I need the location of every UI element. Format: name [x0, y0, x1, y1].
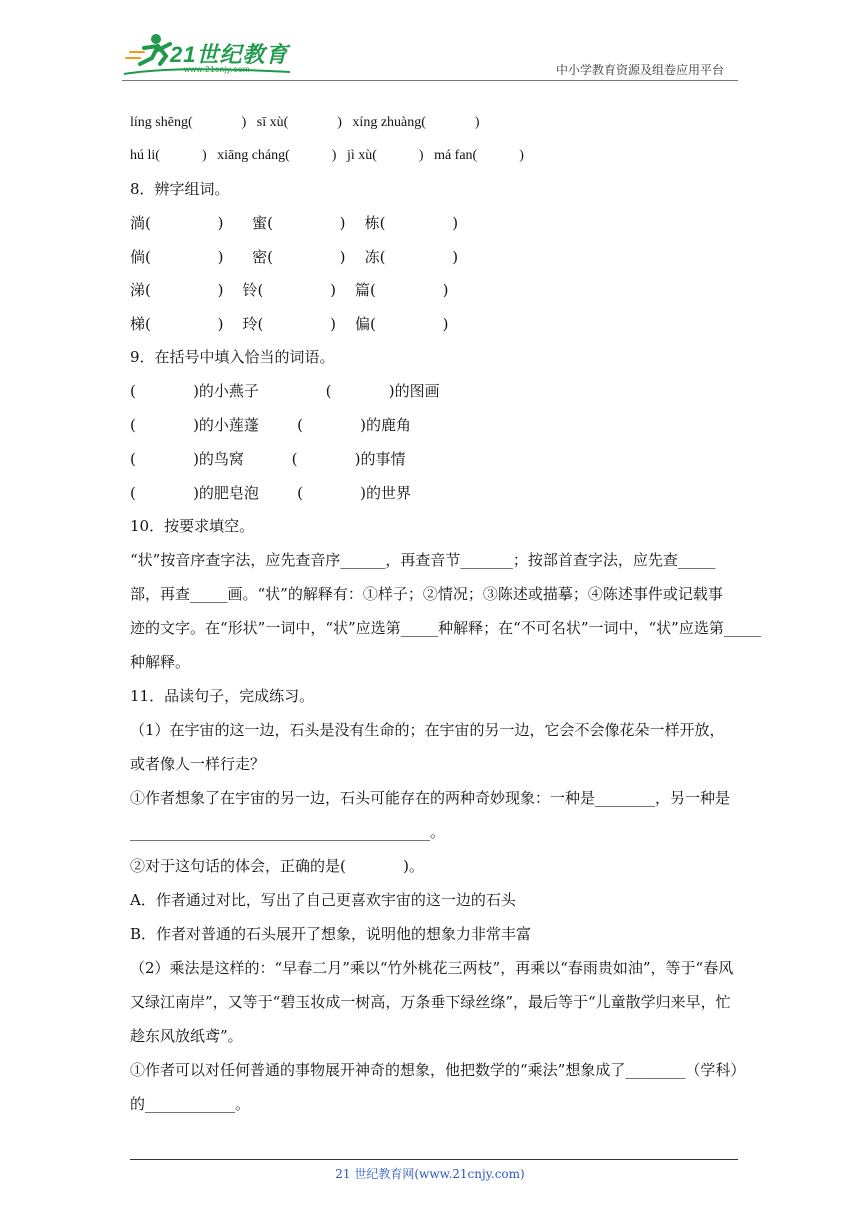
pinyin-line: hú li( ) xiāng cháng( ) jì xù( ) má fan( ) — [130, 148, 524, 163]
paragraph-line: ②对于这句话的体会，正确的是( )。 — [130, 857, 424, 875]
paragraph-line: “状”按音序查字法，应先查音序______，再查音节_______；按部首查字法，应先查_____ — [130, 551, 716, 569]
fill-line: ( )的肥皂泡 ( )的世界 — [130, 484, 411, 502]
logo-text: 21世纪教育 — [170, 42, 289, 67]
paragraph-line: ①作者想象了在宇宙的另一边，石头可能存在的两种奇妙现象：一种是________，另一种是 — [130, 789, 731, 807]
fill-line: ( )的小莲蓬 ( )的鹿角 — [130, 416, 411, 434]
question-heading: 9．在括号中填入恰当的词语。 — [130, 348, 335, 366]
paragraph-line: （1）在宇宙的这一边，石头是没有生命的；在宇宙的另一边，它会不会像花朵一样开放， — [130, 721, 725, 739]
word-line: 梯( ) 玲( ) 偏( ) — [130, 315, 449, 333]
word-line: 倘( ) 密( ) 冻( ) — [130, 248, 459, 266]
page-header — [0, 0, 860, 80]
paragraph-line: 种解释。 — [130, 653, 191, 671]
option-line: A．作者通过对比，写出了自己更喜欢宇宙的这一边的石头 — [130, 891, 516, 909]
paragraph-line: ________________________________________。 — [130, 823, 446, 841]
header-divider — [122, 80, 738, 81]
paragraph-line: 又绿江南岸”，又等于“碧玉妆成一树高，万条垂下绿丝绦”，最后等于“儿童散学归来早，忙 — [130, 993, 731, 1011]
paragraph-line: 迹的文字。在“形状”一词中，“状”应选第_____种解释；在“不可名状”一词中，“状”应选第_____ — [130, 619, 762, 637]
word-line: 淌( ) 蜜( ) 栋( ) — [130, 214, 459, 232]
footer-link[interactable]: 21 世纪教育网(www.21cnjy.com) — [335, 1167, 525, 1181]
platform-title: 中小学教育资源及组卷应用平台 — [555, 63, 724, 77]
pinyin-line: líng shēng( ) sī xù( ) xíng zhuàng( ) — [130, 115, 480, 130]
question-heading: 11．品读句子，完成练习。 — [130, 687, 315, 705]
paragraph-line: 的____________。 — [130, 1095, 251, 1113]
paragraph-line: ①作者可以对任何普通的事物展开神奇的想象，他把数学的“乘法”想象成了________（学科） — [130, 1061, 746, 1079]
paragraph-line: 或者像人一样行走？ — [130, 755, 266, 773]
footer-divider — [130, 1159, 738, 1160]
paragraph-line: 趁东风放纸鸢”。 — [130, 1027, 243, 1045]
word-line: 涕( ) 铃( ) 篇( ) — [130, 281, 449, 299]
question-heading: 10．按要求填空。 — [130, 517, 255, 535]
fill-line: ( )的小燕子 ( )的图画 — [130, 382, 440, 400]
option-line: B．作者对普通的石头展开了想象，说明他的想象力非常丰富 — [130, 925, 532, 943]
fill-line: ( )的鸟窝 ( )的事情 — [130, 450, 406, 468]
paragraph-line: （2）乘法是这样的：“早春二月”乘以“竹外桃花三两枝”，再乘以“春雨贵如油”，等于“春风 — [130, 959, 734, 977]
question-heading: 8．辨字组词。 — [130, 180, 230, 198]
paragraph-line: 部，再查_____画。“状”的解释有：①样子；②情况；③陈述或描摹；④陈述事件或记载事 — [130, 585, 723, 603]
logo-url: www.21cnjy.com — [184, 65, 250, 74]
